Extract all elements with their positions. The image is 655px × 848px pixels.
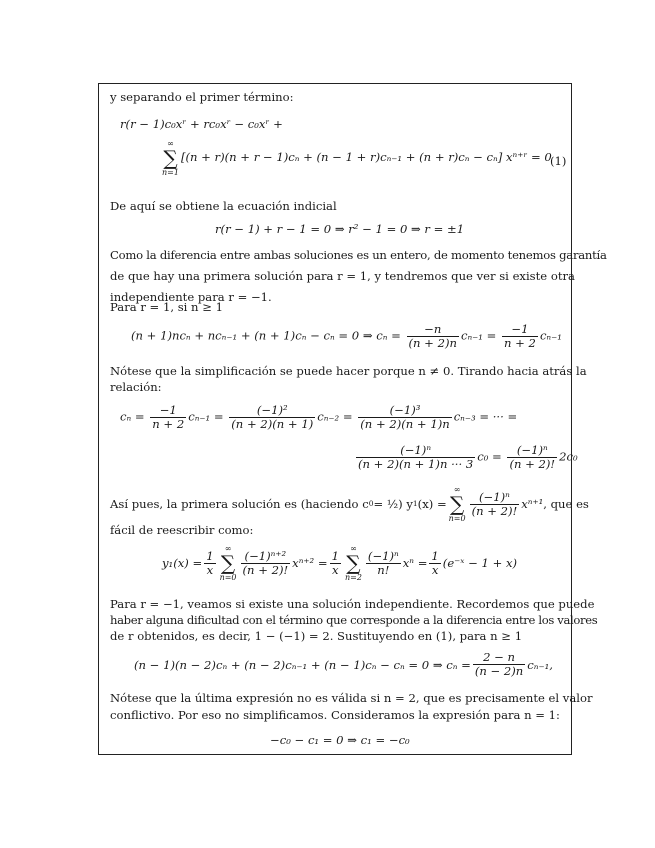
fraction: $\frac{\text{(−1)²}}{(n + 2)(n + 1)}$ <box>231 403 314 431</box>
fraction: $\frac{1}{x}$ <box>431 548 439 577</box>
text-line: conflictivo. Por eso no simplificamos. Consideramos la expresión para n = 1: <box>110 708 560 722</box>
recurrence-equation-r-minus-1: (n − 1)(n − 2)cₙ + (n − 2)cₙ₋₁ + (n − 1)cₙ − cₙ = 0 ⇒ cₙ = $\frac{2 - n}{(n - 2)n}$ cₙ₋₁, <box>134 650 553 678</box>
fraction: $\frac{\text{(−1)ⁿ}}{(n + 2)!}$ <box>509 443 556 471</box>
fraction: $\frac{1}{x}$ <box>331 548 339 577</box>
fraction: $\frac{\text{(−1)³}}{(n + 2)(n + 1)n}$ <box>360 403 450 431</box>
text-line: y separando el primer término: <box>110 90 294 104</box>
summation-symbol: ∞ ∑ n=0 <box>448 485 466 523</box>
text-line: fácil de reescribir como: <box>110 523 254 537</box>
text-line: Nótese que la simplificación se puede hacer porque n ≠ 0. Tirando hacia atrás la <box>110 364 587 378</box>
text-line: Para r = 1, si n ≥ 1 <box>110 300 223 314</box>
fraction: $\frac{\text{(−1)ⁿ}}{(n + 2)(n + 1)n \cdot\cdot\cdot 3}$ <box>358 443 474 471</box>
equation-1-line-1: r(r − 1)c₀xʳ + rc₀xʳ − c₀xʳ + <box>120 117 283 131</box>
final-equation: −c₀ − c₁ = 0 ⇒ c₁ = −c₀ <box>270 733 410 747</box>
summation-symbol: ∞ ∑ n=0 <box>219 544 237 582</box>
equation-1-line-2: ∞ ∑ n=1 [(n + r)(n + r − 1)cₙ + (n − 1 + r)cₙ₋₁ + (n + r)cₙ − cₙ] xⁿ⁺ʳ = 0 <box>162 139 552 177</box>
fraction: $\frac{2 - n}{(n - 2)n}$ <box>474 650 524 678</box>
summation-symbol: ∞ ∑ n=1 <box>162 139 179 177</box>
text-line: De aquí se obtiene la ecuación indicial <box>110 199 337 213</box>
text-line-with-sum: Así pues, la primera solución es (haciendo c 0 = ½) y 1 (x) = ∞ ∑ n=0 $\frac{\text{(−1)ⁿ}}{(n + 2)!}$ xⁿ⁺¹ , que es <box>110 485 589 523</box>
fraction: $\frac{-n}{(n + 2)n}$ <box>408 322 457 350</box>
text-line: relación: <box>110 380 162 394</box>
fraction: $\frac{\text{(−1)ⁿ}}{n!}$ <box>367 548 399 577</box>
text-line: haber alguna dificultad con el término que corresponde a la diferencia entre los valores <box>110 613 598 627</box>
text-line: de que hay una primera solución para r = 1, y tendremos que ver si existe otra <box>110 269 575 283</box>
y1-solution-equation: y₁(x) = $\frac{1}{x}$ ∞ ∑ n=0 $\frac{\text{(−1)ⁿ⁺²}}{(n + 2)!}$ xⁿ⁺² = $\frac{1}{x}$ ∞ ∑ n=2 $\frac{\text{(−1)ⁿ}}{n!}$ xⁿ = $\frac{1}{x}$ (e⁻ˣ − 1 + x) <box>162 544 518 582</box>
fraction: $\frac{-1}{n + 2}$ <box>152 403 185 431</box>
summation-symbol: ∞ ∑ n=2 <box>344 544 362 582</box>
recurrence-equation: (n + 1)ncₙ + ncₙ₋₁ + (n + 1)cₙ − cₙ = 0 ⇒ cₙ = $\frac{-n}{(n + 2)n}$ cₙ₋₁ = $\frac{-1}{n + 2}$ cₙ₋₁ <box>131 322 562 350</box>
back-substitution-line-1: cₙ = $\frac{-1}{n + 2}$ cₙ₋₁ = $\frac{\text{(−1)²}}{(n + 2)(n + 1)}$ cₙ₋₂ = $\frac{\text{(−1)³}}{(n + 2)(n + 1)n}$ cₙ₋₃ = ··· = <box>120 403 518 431</box>
back-substitution-line-2: $\frac{\text{(−1)ⁿ}}{(n + 2)(n + 1)n \cdot\cdot\cdot 3}$ c₀ = $\frac{\text{(−1)ⁿ}}{(n + 2)!}$ 2c₀ <box>358 443 578 471</box>
fraction: $\frac{\text{(−1)ⁿ}}{(n + 2)!}$ <box>471 489 518 518</box>
indicial-equation: r(r − 1) + r − 1 = 0 ⇒ r² − 1 = 0 ⇒ r = ±1 <box>215 222 465 236</box>
text-line: de r obtenidos, es decir, 1 − (−1) = 2. Sustituyendo en (1), para n ≥ 1 <box>110 629 523 643</box>
fraction: $\frac{1}{x}$ <box>206 548 214 577</box>
text-line: Como la diferencia entre ambas soluciones es un entero, de momento tenemos garantía <box>110 248 607 262</box>
equation-number: (1) <box>550 154 567 168</box>
text-line: Para r = −1, veamos si existe una solución independiente. Recordemos que puede <box>110 597 595 611</box>
fraction: $\frac{-1}{n + 2}$ <box>504 322 536 350</box>
fraction: $\frac{\text{(−1)ⁿ⁺²}}{(n + 2)!}$ <box>242 548 289 577</box>
text-line: Nótese que la última expresión no es válida si n = 2, que es precisamente el valor <box>110 691 593 705</box>
text-line: independiente para r = −1. <box>110 290 272 304</box>
